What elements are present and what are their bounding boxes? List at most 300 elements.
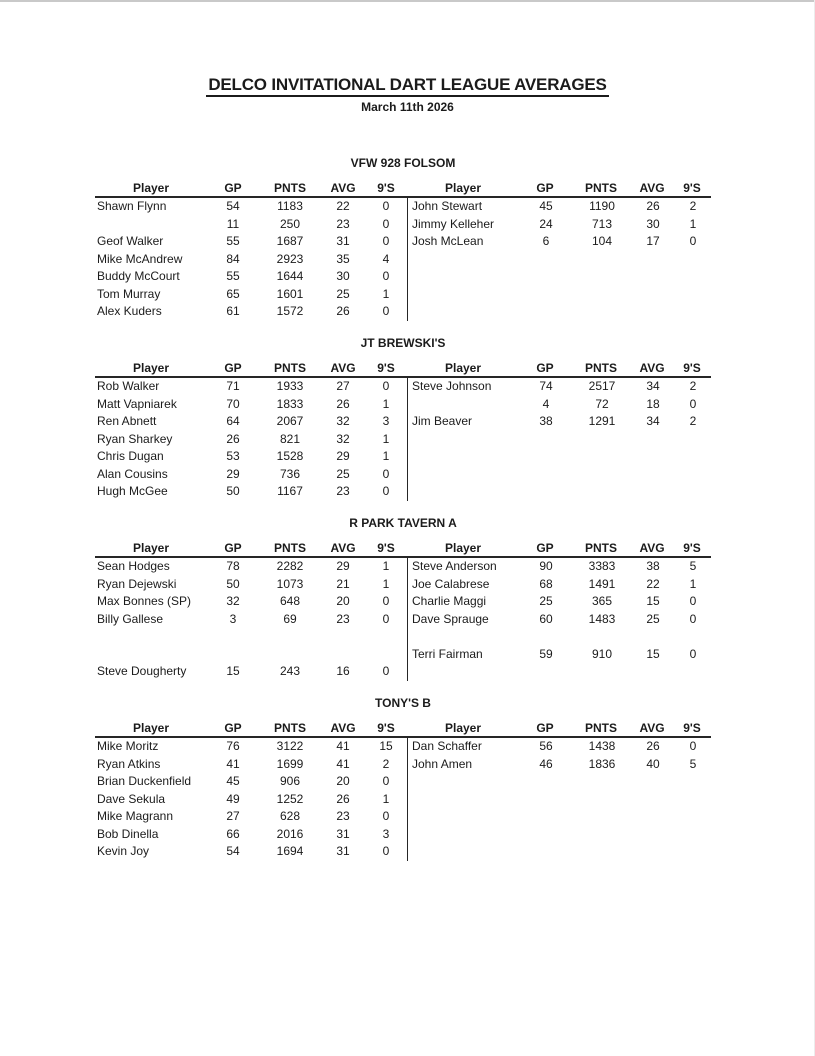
avg-cell: 23	[336, 216, 350, 231]
rows-with-divider	[407, 378, 711, 501]
nines-cell: 1	[382, 286, 390, 301]
gp-cell: 68	[539, 576, 553, 591]
avg-cell: 25	[336, 466, 350, 481]
gp-cell: 60	[539, 611, 553, 626]
right-table	[407, 176, 711, 321]
player-row	[95, 431, 407, 449]
empty-row	[408, 791, 711, 809]
column-header-nines: 9'S	[683, 181, 701, 195]
avg-cell: 22	[336, 199, 350, 213]
left-table	[95, 536, 407, 681]
player-cell: Alex Kuders	[97, 304, 162, 318]
nines-cell: 5	[689, 756, 697, 771]
empty-row	[408, 251, 711, 269]
player-row	[95, 663, 407, 681]
player-row	[95, 286, 407, 304]
header-row	[95, 536, 407, 558]
empty-row	[408, 808, 711, 826]
pnts-cell: 69	[283, 611, 297, 626]
avg-cell: 34	[646, 414, 660, 428]
pnts-cell: 243	[279, 664, 301, 678]
gp-cell: 4	[542, 396, 550, 411]
gp-cell: 29	[226, 466, 240, 481]
player-cell: Bob Dinella	[97, 826, 159, 841]
avg-cell: 35	[336, 251, 350, 266]
avg-cell: 32	[336, 414, 350, 428]
player-cell: Mike McAndrew	[97, 251, 183, 266]
pnts-cell: 628	[279, 809, 301, 823]
gp-cell: 3	[229, 611, 237, 626]
column-header-nines: 9'S	[377, 361, 395, 375]
nines-cell: 2	[689, 199, 697, 213]
empty-row	[408, 628, 711, 646]
player-row	[95, 576, 407, 594]
avg-cell: 17	[646, 234, 660, 248]
pnts-cell: 250	[279, 216, 301, 231]
player-row	[95, 843, 407, 861]
column-header-avg: AVG	[639, 361, 665, 375]
avg-cell: 25	[336, 286, 350, 301]
player-row	[95, 738, 407, 756]
column-header-gp: GP	[536, 541, 554, 555]
player-row	[95, 303, 407, 321]
player-row	[408, 738, 711, 756]
team-name: R PARK TAVERN A	[349, 516, 457, 530]
nines-cell: 1	[382, 559, 390, 573]
pnts-cell: 1644	[276, 269, 304, 283]
avg-cell: 26	[336, 791, 350, 806]
gp-cell: 70	[226, 396, 240, 411]
player-cell: Ryan Dejewski	[97, 576, 177, 591]
gp-cell: 45	[226, 774, 240, 788]
empty-row	[408, 773, 711, 791]
player-row	[95, 413, 407, 431]
column-header-pnts: PNTS	[273, 721, 306, 735]
team-sections	[0, 156, 815, 861]
player-cell: Rob Walker	[97, 379, 160, 393]
column-header-nines: 9'S	[683, 361, 701, 375]
pnts-cell: 1836	[588, 756, 616, 771]
column-header-pnts: PNTS	[273, 181, 306, 195]
gp-cell: 78	[226, 559, 240, 573]
column-header-gp: GP	[224, 181, 242, 195]
right-table	[407, 356, 711, 501]
rows	[95, 198, 407, 321]
pnts-cell: 1528	[276, 449, 304, 463]
pnts-cell: 1252	[276, 791, 304, 806]
gp-cell: 54	[226, 844, 240, 858]
nines-cell: 0	[382, 611, 390, 626]
nines-cell: 0	[382, 844, 390, 858]
avg-cell: 16	[336, 664, 350, 678]
gp-cell: 90	[539, 559, 553, 573]
pnts-cell: 1833	[276, 396, 304, 411]
gp-cell: 50	[226, 484, 240, 498]
nines-cell: 0	[689, 739, 697, 753]
player-row	[95, 808, 407, 826]
player-cell: Sean Hodges	[97, 559, 170, 573]
player-row	[95, 791, 407, 809]
pnts-cell: 1491	[588, 576, 616, 591]
nines-cell: 0	[382, 234, 390, 248]
nines-cell: 0	[382, 199, 390, 213]
avg-cell: 26	[336, 396, 350, 411]
header-row	[407, 356, 711, 378]
player-cell: Geof Walker	[97, 234, 164, 248]
player-row	[408, 413, 711, 431]
nines-cell: 1	[382, 431, 390, 446]
gp-cell: 27	[226, 809, 240, 823]
player-row	[408, 576, 711, 594]
page-title: DELCO INVITATIONAL DART LEAGUE AVERAGES	[206, 76, 608, 97]
team-section	[95, 156, 711, 321]
pnts-cell: 1687	[276, 234, 304, 248]
column-header-player: Player	[444, 181, 482, 195]
column-header-avg: AVG	[330, 721, 356, 735]
avg-cell: 23	[336, 611, 350, 626]
avg-cell: 26	[336, 304, 350, 318]
gp-cell: 84	[226, 251, 240, 266]
player-row	[408, 558, 711, 576]
avg-cell: 27	[336, 379, 350, 393]
empty-row	[95, 628, 407, 646]
player-cell: Charlie Maggi	[412, 594, 487, 608]
gp-cell: 54	[226, 199, 240, 213]
nines-cell: 0	[382, 809, 390, 823]
player-cell: Jim Beaver	[412, 414, 473, 428]
averages-tables	[95, 536, 711, 681]
player-cell: Mike Moritz	[97, 739, 159, 753]
column-header-player: Player	[444, 721, 482, 735]
empty-row	[408, 303, 711, 321]
gp-cell: 65	[226, 286, 240, 301]
player-row	[95, 233, 407, 251]
player-cell: Hugh McGee	[97, 484, 168, 498]
averages-tables	[95, 176, 711, 321]
nines-cell: 1	[689, 576, 697, 591]
left-table	[95, 176, 407, 321]
gp-cell: 61	[226, 304, 240, 318]
empty-row	[408, 466, 711, 484]
pnts-cell: 2016	[276, 826, 304, 841]
column-header-pnts: PNTS	[584, 181, 617, 195]
player-row	[408, 756, 711, 774]
avg-cell: 31	[336, 234, 350, 248]
player-cell: Kevin Joy	[97, 844, 150, 858]
avg-cell: 20	[336, 774, 350, 788]
nines-cell: 0	[382, 484, 390, 498]
pnts-cell: 2923	[276, 251, 304, 266]
player-cell: Mike Magrann	[97, 809, 174, 823]
team-name: TONY'S B	[375, 696, 431, 710]
avg-cell: 20	[336, 594, 350, 608]
column-header-pnts: PNTS	[584, 721, 617, 735]
pnts-cell: 1190	[589, 199, 615, 213]
column-header-avg: AVG	[330, 541, 356, 555]
pnts-cell: 1699	[276, 756, 304, 771]
avg-cell: 22	[646, 576, 660, 591]
pnts-cell: 713	[591, 216, 613, 231]
avg-cell: 41	[336, 756, 350, 771]
header-row	[407, 716, 711, 738]
pnts-cell: 1073	[276, 576, 304, 591]
player-cell: Ryan Sharkey	[97, 431, 173, 446]
avg-cell: 29	[336, 559, 350, 573]
player-row	[408, 396, 711, 414]
header-row	[95, 356, 407, 378]
nines-cell: 15	[379, 739, 393, 753]
nines-cell: 0	[382, 216, 390, 231]
pnts-cell: 1572	[276, 304, 304, 318]
player-row	[95, 611, 407, 629]
right-table	[407, 716, 711, 861]
player-cell: Jimmy Kelleher	[412, 216, 495, 231]
column-header-avg: AVG	[330, 361, 356, 375]
avg-cell: 18	[646, 396, 660, 411]
column-header-player: Player	[132, 541, 170, 555]
avg-cell: 32	[336, 431, 350, 446]
gp-cell: 66	[226, 826, 240, 841]
avg-cell: 30	[646, 216, 660, 231]
player-row	[95, 593, 407, 611]
player-row	[95, 466, 407, 484]
nines-cell: 2	[689, 414, 697, 428]
pnts-cell: 1933	[276, 379, 304, 393]
pnts-cell: 104	[591, 234, 613, 248]
averages-tables	[95, 716, 711, 861]
empty-row	[408, 826, 711, 844]
gp-cell: 32	[226, 594, 240, 608]
avg-cell: 26	[646, 739, 660, 753]
player-row	[95, 251, 407, 269]
column-header-player: Player	[132, 361, 170, 375]
player-cell: John Stewart	[412, 199, 483, 213]
column-header-nines: 9'S	[377, 721, 395, 735]
empty-row	[408, 483, 711, 501]
pnts-cell: 2282	[276, 559, 304, 573]
column-header-avg: AVG	[639, 541, 665, 555]
player-row	[408, 233, 711, 251]
nines-cell: 1	[382, 396, 390, 411]
avg-cell: 21	[336, 576, 350, 591]
nines-cell: 1	[689, 216, 697, 231]
pnts-cell: 736	[279, 466, 301, 481]
avg-cell: 30	[336, 269, 350, 283]
player-row	[95, 268, 407, 286]
gp-cell: 15	[226, 664, 240, 678]
column-header-pnts: PNTS	[584, 541, 617, 555]
gp-cell: 24	[539, 216, 553, 231]
column-header-gp: GP	[536, 361, 554, 375]
pnts-cell: 1601	[276, 286, 304, 301]
header-row	[407, 176, 711, 198]
column-header-pnts: PNTS	[273, 361, 306, 375]
avg-cell: 41	[336, 739, 350, 753]
nines-cell: 0	[689, 594, 697, 608]
column-header-player: Player	[444, 361, 482, 375]
player-row	[95, 448, 407, 466]
column-header-avg: AVG	[639, 181, 665, 195]
pnts-cell: 1483	[588, 611, 616, 626]
gp-cell: 46	[539, 756, 553, 771]
column-header-pnts: PNTS	[273, 541, 306, 555]
gp-cell: 55	[226, 269, 240, 283]
pnts-cell: 648	[279, 594, 301, 608]
player-row	[408, 646, 711, 664]
avg-cell: 25	[646, 611, 660, 626]
nines-cell: 0	[382, 664, 390, 678]
header-row	[95, 716, 407, 738]
player-row	[95, 378, 407, 396]
pnts-cell: 3383	[588, 559, 616, 573]
rows-with-divider	[407, 558, 711, 681]
player-cell: Buddy McCourt	[97, 269, 180, 283]
pnts-cell: 3122	[276, 739, 304, 753]
player-cell: Ren Abnett	[97, 414, 157, 428]
team-section	[95, 516, 711, 681]
column-header-gp: GP	[224, 541, 242, 555]
player-row	[95, 773, 407, 791]
title-wrap	[0, 76, 815, 97]
avg-cell: 29	[336, 449, 350, 463]
left-table	[95, 716, 407, 861]
pnts-cell: 1694	[276, 844, 304, 858]
pnts-cell: 821	[279, 431, 301, 446]
empty-row	[408, 663, 711, 681]
avg-cell: 23	[336, 484, 350, 498]
rows	[95, 378, 407, 501]
player-cell: Dan Schaffer	[412, 739, 482, 753]
pnts-cell: 906	[279, 774, 301, 788]
column-header-nines: 9'S	[377, 181, 395, 195]
player-row	[408, 216, 711, 234]
player-row	[408, 198, 711, 216]
gp-cell: 74	[539, 379, 553, 393]
player-cell: Brian Duckenfield	[97, 774, 192, 788]
player-row	[95, 558, 407, 576]
player-row	[408, 378, 711, 396]
averages-tables	[95, 356, 711, 501]
header-row	[407, 536, 711, 558]
player-cell: Tom Murray	[97, 286, 161, 301]
team-name: JT BREWSKI'S	[360, 336, 446, 350]
nines-cell: 0	[689, 396, 697, 411]
player-cell: Dave Sprauge	[412, 611, 489, 626]
avg-cell: 31	[336, 826, 350, 841]
nines-cell: 4	[382, 251, 390, 266]
gp-cell: 71	[226, 379, 240, 393]
player-cell: Shawn Flynn	[97, 199, 167, 213]
player-cell: Steve Johnson	[412, 379, 492, 393]
gp-cell: 38	[539, 414, 553, 428]
pnts-cell: 1183	[277, 199, 303, 213]
pnts-cell: 2067	[276, 414, 304, 428]
nines-cell: 2	[382, 756, 390, 771]
pnts-cell: 365	[591, 594, 613, 608]
player-cell: Joe Calabrese	[412, 576, 490, 591]
team-section	[95, 696, 711, 861]
column-header-gp: GP	[224, 721, 242, 735]
avg-cell: 23	[336, 809, 350, 823]
gp-cell: 59	[539, 646, 553, 661]
column-header-player: Player	[132, 721, 170, 735]
avg-cell: 38	[646, 559, 660, 573]
column-header-nines: 9'S	[683, 541, 701, 555]
nines-cell: 0	[382, 304, 390, 318]
player-row	[408, 593, 711, 611]
nines-cell: 1	[382, 449, 390, 463]
gp-cell: 64	[226, 414, 240, 428]
gp-cell: 56	[539, 739, 553, 753]
gp-cell: 41	[226, 756, 240, 771]
nines-cell: 1	[382, 576, 390, 591]
column-header-pnts: PNTS	[584, 361, 617, 375]
empty-row	[408, 843, 711, 861]
avg-cell: 40	[646, 756, 660, 771]
empty-row	[408, 431, 711, 449]
column-header-avg: AVG	[330, 181, 356, 195]
pnts-cell: 1291	[588, 414, 616, 428]
player-cell: Josh McLean	[412, 234, 484, 248]
nines-cell: 0	[382, 379, 390, 393]
player-cell: Ryan Atkins	[97, 756, 161, 771]
avg-cell: 15	[646, 594, 660, 608]
column-header-avg: AVG	[639, 721, 665, 735]
rows	[95, 738, 407, 861]
column-header-gp: GP	[536, 721, 554, 735]
right-table	[407, 536, 711, 681]
player-row	[95, 756, 407, 774]
avg-cell: 31	[336, 844, 350, 858]
player-cell: Steve Anderson	[412, 559, 497, 573]
player-cell: Dave Sekula	[97, 791, 166, 806]
gp-cell: 6	[542, 234, 550, 248]
player-cell: Alan Cousins	[97, 466, 168, 481]
player-cell: Chris Dugan	[97, 449, 164, 463]
empty-row	[408, 286, 711, 304]
nines-cell: 0	[382, 269, 390, 283]
left-table	[95, 356, 407, 501]
avg-cell: 34	[646, 379, 660, 393]
column-header-gp: GP	[224, 361, 242, 375]
gp-cell: 50	[226, 576, 240, 591]
nines-cell: 0	[689, 234, 697, 248]
gp-cell: 26	[226, 431, 240, 446]
player-cell: Max Bonnes (SP)	[97, 594, 192, 608]
pnts-cell: 1438	[588, 739, 616, 753]
nines-cell: 3	[382, 414, 390, 428]
empty-row	[95, 646, 407, 664]
nines-cell: 5	[689, 559, 697, 573]
empty-row	[408, 268, 711, 286]
nines-cell: 0	[382, 594, 390, 608]
rows	[95, 558, 407, 681]
player-row	[95, 396, 407, 414]
pnts-cell: 72	[595, 396, 609, 411]
player-row	[95, 216, 407, 234]
nines-cell: 0	[382, 774, 390, 788]
player-cell: Steve Dougherty	[97, 664, 187, 678]
empty-row	[408, 448, 711, 466]
player-row	[95, 483, 407, 501]
nines-cell: 0	[382, 466, 390, 481]
pnts-cell: 1167	[277, 484, 303, 498]
player-row	[95, 198, 407, 216]
gp-cell: 76	[226, 739, 240, 753]
avg-cell: 26	[646, 199, 660, 213]
nines-cell: 2	[689, 379, 697, 393]
rows-with-divider	[407, 198, 711, 321]
